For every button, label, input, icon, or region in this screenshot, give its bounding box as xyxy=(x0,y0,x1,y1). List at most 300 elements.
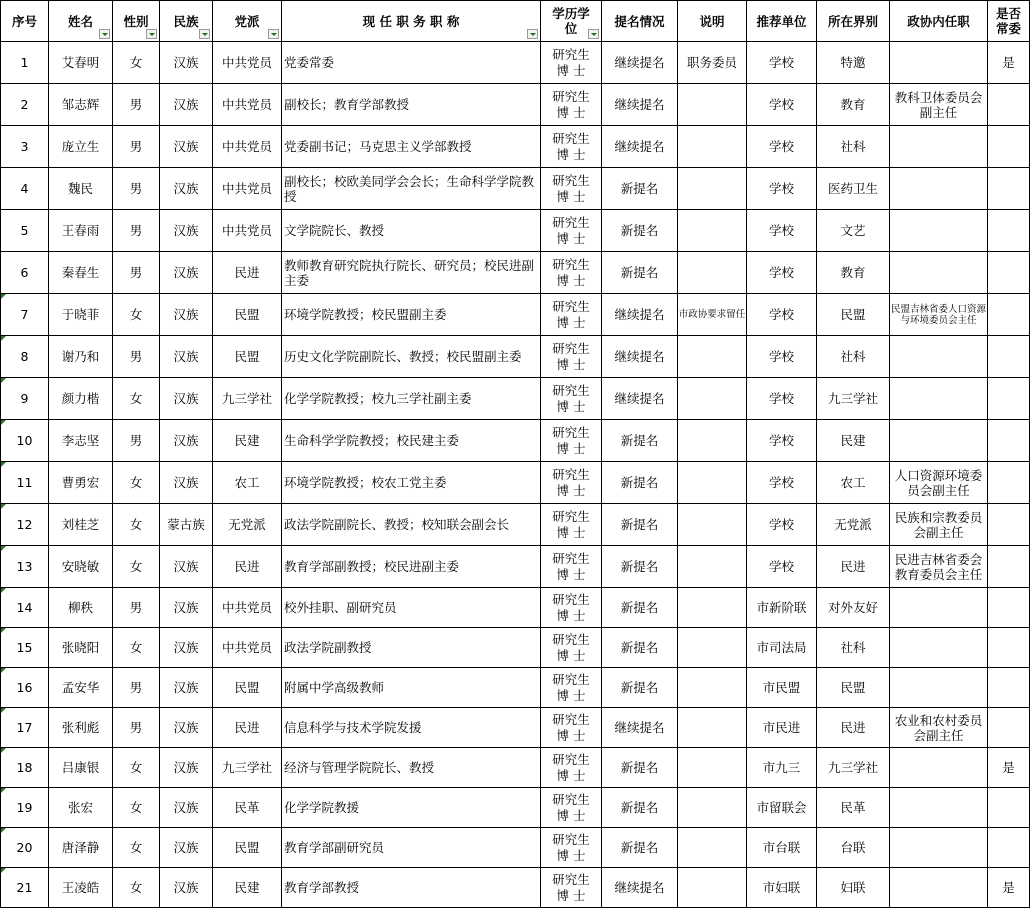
cell-party[interactable] xyxy=(213,210,282,252)
cell-note[interactable] xyxy=(678,504,747,546)
cell-sector[interactable] xyxy=(817,42,890,84)
cell-standing[interactable] xyxy=(988,84,1030,126)
cell-party[interactable] xyxy=(213,588,282,628)
cell-position[interactable] xyxy=(282,294,541,336)
cell-cppcc-role[interactable] xyxy=(890,420,988,462)
cell-cppcc-role[interactable] xyxy=(890,210,988,252)
cell-standing[interactable] xyxy=(988,588,1030,628)
cell-party[interactable] xyxy=(213,294,282,336)
cell-name[interactable] xyxy=(49,668,113,708)
cell-name[interactable] xyxy=(49,504,113,546)
cell-sector[interactable] xyxy=(817,748,890,788)
header-name[interactable]: 姓名 xyxy=(49,1,113,42)
cell-index[interactable] xyxy=(1,868,49,908)
cell-party[interactable] xyxy=(213,336,282,378)
filter-dropdown-icon[interactable] xyxy=(268,29,279,39)
cell-text-idx: 5 xyxy=(20,223,29,238)
cell-note[interactable] xyxy=(678,84,747,126)
cell-position[interactable] xyxy=(282,462,541,504)
cell-recommender[interactable] xyxy=(747,708,817,748)
cell-cppcc-role[interactable] xyxy=(890,168,988,210)
cell-standing[interactable] xyxy=(988,42,1030,84)
cell-education[interactable] xyxy=(541,748,602,788)
cell-recommender[interactable] xyxy=(747,828,817,868)
cell-text-standing: 是 xyxy=(1002,55,1015,70)
cell-cppcc-role[interactable] xyxy=(890,462,988,504)
cell-education[interactable] xyxy=(541,42,602,84)
cell-nomination[interactable] xyxy=(602,252,678,294)
cell-ethnicity[interactable] xyxy=(160,168,213,210)
cell-standing[interactable] xyxy=(988,868,1030,908)
cell-cppcc-role[interactable] xyxy=(890,748,988,788)
cell-position[interactable] xyxy=(282,126,541,168)
cell-party[interactable] xyxy=(213,828,282,868)
cell-gender[interactable] xyxy=(113,294,160,336)
filter-dropdown-icon[interactable] xyxy=(588,29,599,39)
cell-position[interactable] xyxy=(282,588,541,628)
cell-cppcc-role[interactable] xyxy=(890,84,988,126)
cell-recommender[interactable] xyxy=(747,378,817,420)
cell-cppcc-role[interactable] xyxy=(890,788,988,828)
cell-party[interactable] xyxy=(213,748,282,788)
cell-education[interactable] xyxy=(541,294,602,336)
cell-gender[interactable] xyxy=(113,168,160,210)
cell-recommender[interactable] xyxy=(747,868,817,908)
cell-standing[interactable] xyxy=(988,126,1030,168)
cell-name[interactable] xyxy=(49,628,113,668)
cell-recommender[interactable] xyxy=(747,788,817,828)
cell-education[interactable] xyxy=(541,378,602,420)
cell-standing[interactable] xyxy=(988,210,1030,252)
cell-ethnicity[interactable] xyxy=(160,294,213,336)
cell-cppcc-role[interactable] xyxy=(890,294,988,336)
cell-ethnicity[interactable] xyxy=(160,546,213,588)
table-row xyxy=(1,168,1030,210)
header-education[interactable]: 学历学 位 xyxy=(541,1,602,42)
cell-note[interactable] xyxy=(678,42,747,84)
cell-nomination[interactable] xyxy=(602,546,678,588)
cell-name[interactable] xyxy=(49,748,113,788)
cell-ethnicity[interactable] xyxy=(160,42,213,84)
cell-sector[interactable] xyxy=(817,546,890,588)
cell-note[interactable] xyxy=(678,788,747,828)
cell-position[interactable] xyxy=(282,828,541,868)
cell-standing[interactable] xyxy=(988,828,1030,868)
cell-cppcc-role[interactable] xyxy=(890,252,988,294)
cell-position[interactable] xyxy=(282,168,541,210)
cell-party[interactable] xyxy=(213,504,282,546)
cell-sector[interactable] xyxy=(817,504,890,546)
cell-standing[interactable] xyxy=(988,378,1030,420)
cell-text-sector: 社科 xyxy=(840,640,866,655)
cell-ethnicity[interactable] xyxy=(160,504,213,546)
cell-ethnicity[interactable] xyxy=(160,668,213,708)
cell-education[interactable] xyxy=(541,868,602,908)
cell-ethnicity[interactable] xyxy=(160,420,213,462)
cell-standing[interactable] xyxy=(988,788,1030,828)
cell-sector[interactable] xyxy=(817,588,890,628)
cell-ethnicity[interactable] xyxy=(160,462,213,504)
cell-education[interactable] xyxy=(541,252,602,294)
cell-gender[interactable] xyxy=(113,546,160,588)
cell-gender[interactable] xyxy=(113,828,160,868)
cell-standing[interactable] xyxy=(988,668,1030,708)
filter-dropdown-icon[interactable] xyxy=(99,29,110,39)
cell-index[interactable] xyxy=(1,708,49,748)
cell-ethnicity[interactable] xyxy=(160,252,213,294)
cell-sector[interactable] xyxy=(817,708,890,748)
cell-position[interactable] xyxy=(282,546,541,588)
cell-education[interactable] xyxy=(541,828,602,868)
cell-note[interactable] xyxy=(678,462,747,504)
cell-index[interactable] xyxy=(1,210,49,252)
cell-note[interactable] xyxy=(678,546,747,588)
cell-position[interactable] xyxy=(282,84,541,126)
cell-index[interactable] xyxy=(1,336,49,378)
cell-recommender[interactable] xyxy=(747,504,817,546)
cell-education[interactable] xyxy=(541,168,602,210)
cell-text-position: 校外挂职、副研究员 xyxy=(284,600,397,615)
cell-party[interactable] xyxy=(213,420,282,462)
cell-ethnicity[interactable] xyxy=(160,708,213,748)
cell-index[interactable] xyxy=(1,84,49,126)
cell-recommender[interactable] xyxy=(747,588,817,628)
cell-index[interactable] xyxy=(1,294,49,336)
cell-cppcc-role[interactable] xyxy=(890,504,988,546)
cell-position[interactable] xyxy=(282,868,541,908)
cell-note[interactable] xyxy=(678,748,747,788)
cell-gender[interactable] xyxy=(113,84,160,126)
cell-name[interactable] xyxy=(49,210,113,252)
cell-ethnicity[interactable] xyxy=(160,210,213,252)
cell-party[interactable] xyxy=(213,126,282,168)
cell-education[interactable] xyxy=(541,628,602,668)
cell-text-nomination: 继续提名 xyxy=(614,880,665,895)
cell-index[interactable] xyxy=(1,668,49,708)
cell-name[interactable] xyxy=(49,828,113,868)
cell-recommender[interactable] xyxy=(747,84,817,126)
cell-nomination[interactable] xyxy=(602,588,678,628)
filter-dropdown-icon[interactable] xyxy=(527,29,538,39)
cell-education[interactable] xyxy=(541,788,602,828)
cell-name[interactable] xyxy=(49,84,113,126)
cell-position[interactable] xyxy=(282,788,541,828)
cell-party[interactable] xyxy=(213,42,282,84)
cell-name[interactable] xyxy=(49,420,113,462)
cell-index[interactable] xyxy=(1,42,49,84)
cell-name[interactable] xyxy=(49,294,113,336)
cell-nomination[interactable] xyxy=(602,668,678,708)
cell-standing[interactable] xyxy=(988,628,1030,668)
cell-nomination[interactable] xyxy=(602,828,678,868)
cell-gender[interactable] xyxy=(113,868,160,908)
cell-position[interactable] xyxy=(282,378,541,420)
cell-party[interactable] xyxy=(213,628,282,668)
cell-sector[interactable] xyxy=(817,84,890,126)
cell-education[interactable] xyxy=(541,668,602,708)
header-row xyxy=(1,1,1030,42)
cell-gender[interactable] xyxy=(113,588,160,628)
cell-name[interactable] xyxy=(49,788,113,828)
cell-position[interactable] xyxy=(282,748,541,788)
cell-ethnicity[interactable] xyxy=(160,748,213,788)
cell-name[interactable] xyxy=(49,868,113,908)
cell-education[interactable] xyxy=(541,126,602,168)
cell-ethnicity[interactable] xyxy=(160,126,213,168)
cell-nomination[interactable] xyxy=(602,168,678,210)
cell-gender[interactable] xyxy=(113,252,160,294)
cell-index[interactable] xyxy=(1,588,49,628)
cell-note[interactable] xyxy=(678,126,747,168)
cell-nomination[interactable] xyxy=(602,628,678,668)
cell-text-idx: 19 xyxy=(16,800,33,815)
cell-name[interactable] xyxy=(49,546,113,588)
cell-position[interactable] xyxy=(282,420,541,462)
cell-nomination[interactable] xyxy=(602,788,678,828)
cell-cppcc-role[interactable] xyxy=(890,668,988,708)
cell-index[interactable] xyxy=(1,378,49,420)
cell-recommender[interactable] xyxy=(747,210,817,252)
cell-party[interactable] xyxy=(213,708,282,748)
cell-cppcc-role[interactable] xyxy=(890,868,988,908)
cell-gender[interactable] xyxy=(113,748,160,788)
cell-party[interactable] xyxy=(213,868,282,908)
cell-index[interactable] xyxy=(1,546,49,588)
cell-note[interactable] xyxy=(678,588,747,628)
cell-ethnicity[interactable] xyxy=(160,84,213,126)
cell-note[interactable] xyxy=(678,420,747,462)
cell-gender[interactable] xyxy=(113,126,160,168)
cell-education[interactable] xyxy=(541,588,602,628)
cell-nomination[interactable] xyxy=(602,336,678,378)
header-gender[interactable]: 性别 xyxy=(113,1,160,42)
cell-name[interactable] xyxy=(49,708,113,748)
cell-text-edu1: 研究生 xyxy=(552,591,590,607)
cell-index[interactable] xyxy=(1,504,49,546)
cell-standing[interactable] xyxy=(988,336,1030,378)
cell-index[interactable] xyxy=(1,828,49,868)
cell-recommender[interactable] xyxy=(747,628,817,668)
cell-name[interactable] xyxy=(49,252,113,294)
cell-sector[interactable] xyxy=(817,420,890,462)
cell-standing[interactable] xyxy=(988,504,1030,546)
cell-standing[interactable] xyxy=(988,708,1030,748)
cell-gender[interactable] xyxy=(113,788,160,828)
cell-education[interactable] xyxy=(541,504,602,546)
cell-cppcc-role[interactable] xyxy=(890,708,988,748)
cell-nomination[interactable] xyxy=(602,868,678,908)
cell-position[interactable] xyxy=(282,210,541,252)
cell-ethnicity[interactable] xyxy=(160,788,213,828)
cell-gender[interactable] xyxy=(113,708,160,748)
cell-party[interactable] xyxy=(213,788,282,828)
cell-nomination[interactable] xyxy=(602,126,678,168)
cell-recommender[interactable] xyxy=(747,420,817,462)
cell-education[interactable] xyxy=(541,462,602,504)
cell-name[interactable] xyxy=(49,378,113,420)
cell-education[interactable] xyxy=(541,420,602,462)
cell-sector[interactable] xyxy=(817,378,890,420)
cell-name[interactable] xyxy=(49,168,113,210)
cell-party[interactable] xyxy=(213,462,282,504)
cell-position[interactable] xyxy=(282,42,541,84)
cell-standing[interactable] xyxy=(988,252,1030,294)
cell-standing[interactable] xyxy=(988,168,1030,210)
cell-text-role: 人口资源环境委员会副主任 xyxy=(894,467,983,498)
cell-position[interactable] xyxy=(282,252,541,294)
cell-text-nomination: 新提名 xyxy=(620,840,659,855)
cell-sector[interactable] xyxy=(817,462,890,504)
cell-name[interactable] xyxy=(49,126,113,168)
cell-position[interactable] xyxy=(282,504,541,546)
cell-note[interactable] xyxy=(678,210,747,252)
cell-ethnicity[interactable] xyxy=(160,868,213,908)
cell-nomination[interactable] xyxy=(602,210,678,252)
cell-note[interactable] xyxy=(678,868,747,908)
cell-note[interactable] xyxy=(678,294,747,336)
header-position[interactable]: 现 任 职 务 职 称 xyxy=(282,1,541,42)
cell-ethnicity[interactable] xyxy=(160,336,213,378)
cell-index[interactable] xyxy=(1,788,49,828)
cell-cppcc-role[interactable] xyxy=(890,828,988,868)
cell-note[interactable] xyxy=(678,628,747,668)
cell-standing[interactable] xyxy=(988,420,1030,462)
cell-note[interactable] xyxy=(678,708,747,748)
cell-ethnicity[interactable] xyxy=(160,828,213,868)
cell-nomination[interactable] xyxy=(602,42,678,84)
cell-sector[interactable] xyxy=(817,628,890,668)
cell-gender[interactable] xyxy=(113,378,160,420)
cell-recommender[interactable] xyxy=(747,42,817,84)
cell-note[interactable] xyxy=(678,668,747,708)
header-party[interactable]: 党派 xyxy=(213,1,282,42)
cell-sector[interactable] xyxy=(817,868,890,908)
cell-party[interactable] xyxy=(213,168,282,210)
header-ethnicity[interactable]: 民族 xyxy=(160,1,213,42)
cell-cppcc-role[interactable] xyxy=(890,126,988,168)
cell-recommender[interactable] xyxy=(747,294,817,336)
cell-gender[interactable] xyxy=(113,462,160,504)
cell-gender[interactable] xyxy=(113,336,160,378)
cell-party[interactable] xyxy=(213,252,282,294)
cell-recommender[interactable] xyxy=(747,546,817,588)
cell-recommender[interactable] xyxy=(747,748,817,788)
cell-gender[interactable] xyxy=(113,668,160,708)
cell-recommender[interactable] xyxy=(747,126,817,168)
cell-gender[interactable] xyxy=(113,42,160,84)
cell-gender[interactable] xyxy=(113,628,160,668)
cell-position[interactable] xyxy=(282,336,541,378)
cell-recommender[interactable] xyxy=(747,168,817,210)
cell-gender[interactable] xyxy=(113,504,160,546)
cell-nomination[interactable] xyxy=(602,84,678,126)
cell-index[interactable] xyxy=(1,126,49,168)
cell-education[interactable] xyxy=(541,336,602,378)
cell-ethnicity[interactable] xyxy=(160,378,213,420)
cell-nomination[interactable] xyxy=(602,378,678,420)
cell-sector[interactable] xyxy=(817,668,890,708)
cell-nomination[interactable] xyxy=(602,294,678,336)
cell-nomination[interactable] xyxy=(602,420,678,462)
cell-note[interactable] xyxy=(678,168,747,210)
cell-note[interactable] xyxy=(678,378,747,420)
cell-standing[interactable] xyxy=(988,462,1030,504)
cell-nomination[interactable] xyxy=(602,504,678,546)
cell-note[interactable] xyxy=(678,336,747,378)
cell-ethnicity[interactable] xyxy=(160,628,213,668)
cell-note[interactable] xyxy=(678,252,747,294)
cell-party[interactable] xyxy=(213,668,282,708)
cell-text-recommender: 市新阶联 xyxy=(756,600,807,615)
cell-sector[interactable] xyxy=(817,252,890,294)
cell-index[interactable] xyxy=(1,628,49,668)
cell-education[interactable] xyxy=(541,210,602,252)
cell-nomination[interactable] xyxy=(602,748,678,788)
cell-cppcc-role[interactable] xyxy=(890,546,988,588)
cell-standing[interactable] xyxy=(988,294,1030,336)
cell-note[interactable] xyxy=(678,828,747,868)
cell-index[interactable] xyxy=(1,462,49,504)
cell-index[interactable] xyxy=(1,168,49,210)
cell-cppcc-role[interactable] xyxy=(890,42,988,84)
cell-cppcc-role[interactable] xyxy=(890,628,988,668)
cell-recommender[interactable] xyxy=(747,668,817,708)
cell-standing[interactable] xyxy=(988,546,1030,588)
cell-party[interactable] xyxy=(213,378,282,420)
cell-text-nomination: 继续提名 xyxy=(614,139,665,154)
cell-party[interactable] xyxy=(213,546,282,588)
cell-education[interactable] xyxy=(541,546,602,588)
cell-sector[interactable] xyxy=(817,828,890,868)
cell-text-position: 环境学院教授；校民盟副主委 xyxy=(284,307,447,322)
cell-nomination[interactable] xyxy=(602,708,678,748)
cell-name[interactable] xyxy=(49,462,113,504)
cell-standing[interactable] xyxy=(988,748,1030,788)
cell-recommender[interactable] xyxy=(747,462,817,504)
cell-sector[interactable] xyxy=(817,210,890,252)
cell-position[interactable] xyxy=(282,628,541,668)
filter-dropdown-icon[interactable] xyxy=(146,29,157,39)
cell-position[interactable] xyxy=(282,668,541,708)
cell-recommender[interactable] xyxy=(747,252,817,294)
cell-recommender[interactable] xyxy=(747,336,817,378)
cell-cppcc-role[interactable] xyxy=(890,378,988,420)
cell-index[interactable] xyxy=(1,748,49,788)
cell-sector[interactable] xyxy=(817,126,890,168)
cell-gender[interactable] xyxy=(113,210,160,252)
cell-sector[interactable] xyxy=(817,168,890,210)
cell-nomination[interactable] xyxy=(602,462,678,504)
cell-education[interactable] xyxy=(541,84,602,126)
cell-index[interactable] xyxy=(1,252,49,294)
cell-name[interactable] xyxy=(49,42,113,84)
filter-dropdown-icon[interactable] xyxy=(199,29,210,39)
cell-party[interactable] xyxy=(213,84,282,126)
cell-gender[interactable] xyxy=(113,420,160,462)
cell-cppcc-role[interactable] xyxy=(890,588,988,628)
cell-sector[interactable] xyxy=(817,336,890,378)
cell-sector[interactable] xyxy=(817,788,890,828)
cell-text-recommender: 学校 xyxy=(768,349,794,364)
cell-education[interactable] xyxy=(541,708,602,748)
cell-ethnicity[interactable] xyxy=(160,588,213,628)
cell-name[interactable] xyxy=(49,588,113,628)
cell-cppcc-role[interactable] xyxy=(890,336,988,378)
cell-sector[interactable] xyxy=(817,294,890,336)
cell-position[interactable] xyxy=(282,708,541,748)
cell-index[interactable] xyxy=(1,420,49,462)
cell-name[interactable] xyxy=(49,336,113,378)
